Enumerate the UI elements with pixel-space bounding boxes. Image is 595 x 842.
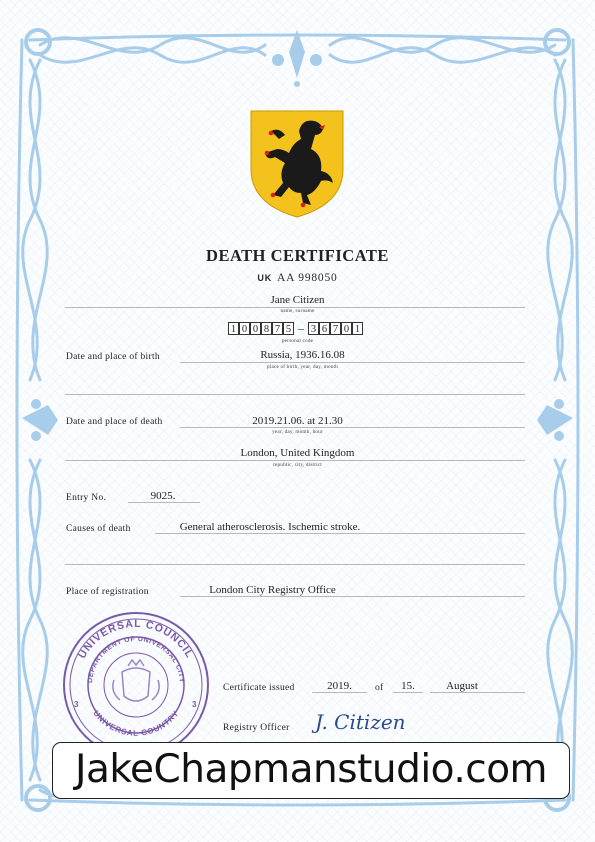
code-digit: 5 [283, 322, 294, 335]
svg-text:DEPARTMENT OF UNIVERSAL CITY [87, 636, 185, 683]
divider [65, 564, 525, 565]
causes-value: General atherosclerosis. Ischemic stroke. [179, 521, 361, 533]
divider [155, 533, 525, 534]
code-separator: – [298, 321, 304, 335]
divider [180, 427, 525, 428]
death-datetime-caption: year, day, month, hour [272, 429, 323, 435]
personal-code-caption: personal code [281, 338, 314, 344]
person-name: Jane Citizen [270, 294, 325, 306]
entry-label: Entry No. [66, 493, 107, 503]
svg-text:UNIVERSAL COUNTRY [91, 709, 180, 738]
issued-month: August [446, 680, 478, 692]
entry-value: 9025. [150, 490, 176, 502]
causes-label: Causes of death [66, 524, 131, 534]
divider [180, 362, 525, 363]
code-digit: 1 [352, 322, 363, 335]
divider [128, 502, 200, 503]
code-digit: 3 [308, 322, 319, 335]
death-datetime: 2019.21.06. at 21.30 [252, 415, 343, 427]
issued-of-label: of [375, 683, 384, 693]
issued-year: 2019. [327, 680, 352, 692]
divider [65, 394, 525, 395]
death-place-caption: republic, city, district [273, 462, 322, 468]
stamp-bottom-text: UNIVERSAL COUNTRY [91, 708, 181, 738]
officer-label: Registry Officer [223, 723, 290, 733]
stamp-number-right: 3 [192, 700, 197, 709]
registration-value: London City Registry Office [209, 584, 336, 596]
code-digit: 0 [341, 322, 352, 335]
stamp-inner-text: DEPARTMENT OF UNIVERSAL CITY [86, 635, 186, 684]
coat-of-arms-icon [249, 109, 345, 219]
issued-day: 15. [401, 680, 415, 692]
name-caption: name, surname [280, 308, 315, 314]
watermark-banner: JakeChapmanstudio.com [52, 742, 570, 799]
birth-label: Date and place of birth [66, 352, 160, 362]
birth-caption: place of birth, year, day, month [267, 364, 338, 370]
personal-code [228, 321, 363, 336]
divider [65, 460, 525, 461]
stamp-number-left: 3 [74, 700, 79, 709]
birth-value: Russia, 1936.16.08 [260, 349, 345, 361]
divider [180, 596, 525, 597]
issued-label: Certificate issued [223, 683, 295, 693]
registration-label: Place of registration [66, 587, 149, 597]
divider [393, 692, 423, 693]
death-place: London, United Kingdom [240, 447, 355, 459]
divider [312, 692, 367, 693]
official-stamp-icon [60, 610, 212, 760]
code-digit: 0 [239, 322, 250, 335]
code-digit: 6 [319, 322, 330, 335]
document-title: DEATH CERTIFICATE [206, 246, 389, 265]
code-digit: 8 [261, 322, 272, 335]
serial-value: AA 998050 [277, 272, 338, 284]
code-digit: 0 [250, 322, 261, 335]
officer-signature: J. Citizen [315, 710, 406, 734]
death-label: Date and place of death [66, 417, 163, 427]
serial-prefix: UK [257, 273, 273, 283]
serial-number [0, 272, 595, 284]
code-digit: 7 [330, 322, 341, 335]
stamp-outer-text: UNIVERSAL COUNCIL [76, 617, 196, 661]
code-digit: 7 [272, 322, 283, 335]
code-digit: 1 [228, 322, 239, 335]
divider [430, 692, 525, 693]
